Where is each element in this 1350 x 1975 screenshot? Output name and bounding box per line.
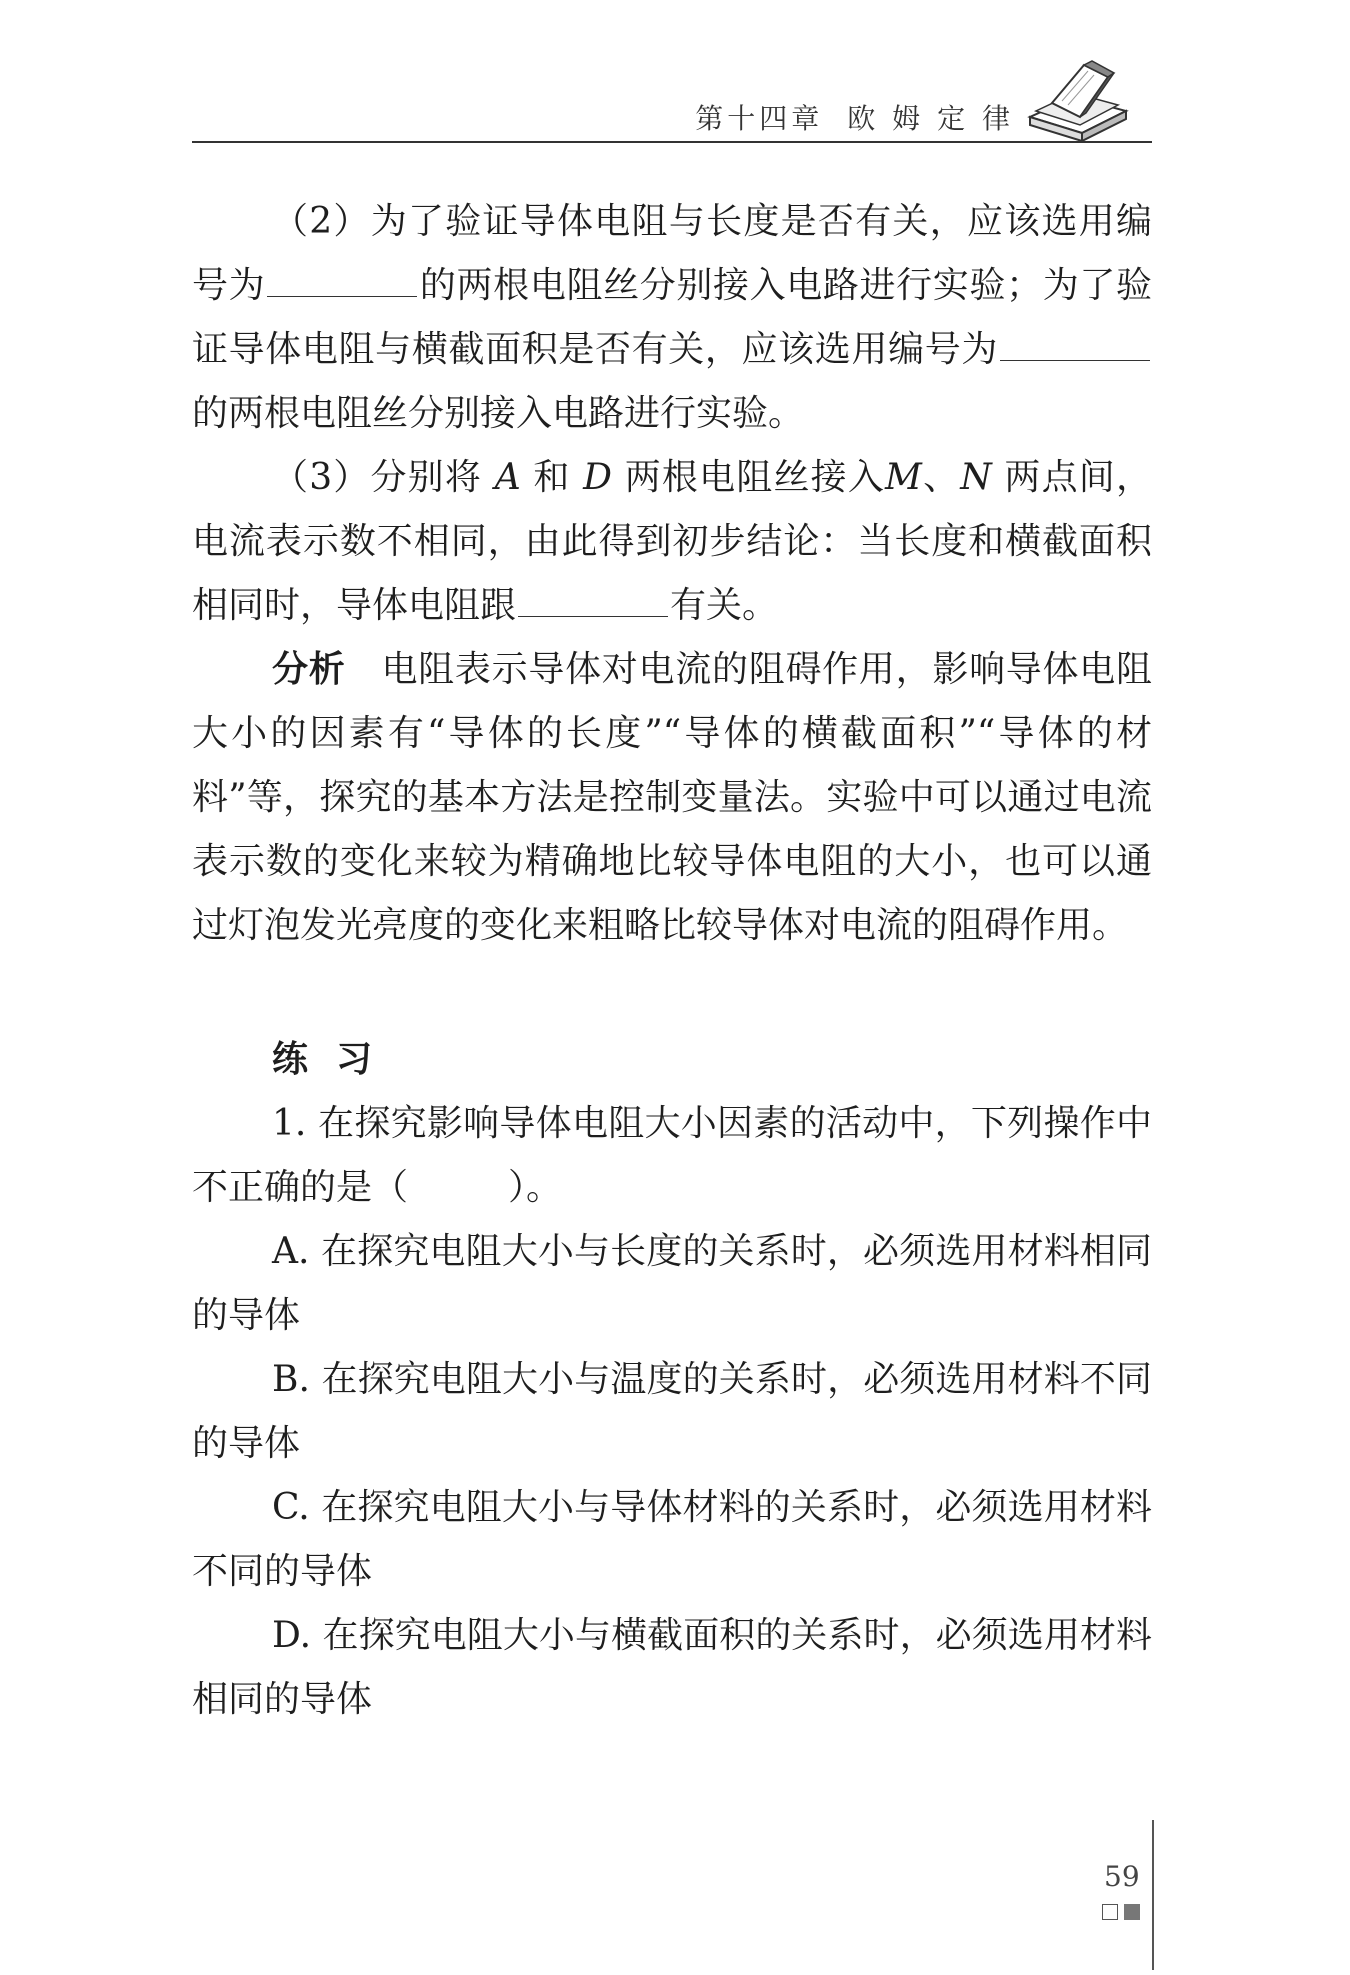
analysis-label: 分析: [272, 649, 346, 690]
square-filled-icon: [1124, 1904, 1140, 1920]
q3-text-2: 和: [533, 457, 571, 498]
q2-text-3: 的两根电阻丝分别接入电路进行实验。: [192, 393, 805, 434]
option-d: D. 在探究电阻大小与横截面积的关系时，必须选用材料相同的导体: [192, 1615, 1152, 1720]
practice-title: 练习: [272, 1039, 401, 1080]
q2-text-2: 的两根电阻丝分别接入电路进行实验；为了验证导体电阻与横截面积是否有关，应该选用编号为: [192, 265, 1152, 370]
q3-text-4: 两点间，电流表示数不相同，由此得到初步结论：当长度和横截面积相同时，导体电阻跟: [192, 457, 1152, 626]
variable-a: A: [494, 457, 521, 498]
variable-m: M: [885, 457, 922, 498]
page-folio: [1098, 1860, 1158, 1940]
analysis-paragraph: [192, 638, 1152, 958]
running-header: [192, 95, 1152, 143]
book-stack-icon: [1022, 55, 1132, 145]
answer-blank[interactable]: [518, 615, 668, 617]
folio-rule: [1152, 1820, 1154, 1970]
option-a: A. 在探究电阻大小与长度的关系时，必须选用材料相同的导体: [192, 1231, 1152, 1336]
option-c: C. 在探究电阻大小与导体材料的关系时，必须选用材料不同的导体: [192, 1487, 1152, 1592]
q3-text-3: 两根电阻丝接入: [624, 457, 886, 498]
chapter-title: 欧 姆 定 律: [847, 102, 1014, 135]
variable-n: N: [960, 457, 992, 498]
option-b: B. 在探究电阻大小与温度的关系时，必须选用材料不同的导体: [192, 1359, 1152, 1464]
question-3: [192, 446, 1152, 638]
page-body: [192, 190, 1152, 1732]
question-stem-end: ）。: [508, 1167, 563, 1208]
answer-blank[interactable]: [267, 295, 417, 297]
separator: 、: [921, 457, 961, 498]
page-number: 59: [1104, 1860, 1140, 1893]
analysis-text: 电阻表示导体对电流的阻碍作用，影响导体电阻大小的因素有“导体的长度”“导体的横截面积”“导体的材料”等，探究的基本方法是控制变量法。实验中可以通过电流表示数的变化来较为精确地比较导体电阻的大小，也可以通过灯泡发光亮度的变化来粗略比较导体对电流的阻碍作用。: [192, 649, 1152, 946]
q2-text-1: （2）为了验证导体电阻与长度是否有关，应该选用编号为: [192, 201, 1152, 306]
q3-text-5: 有关。: [670, 585, 779, 626]
practice-question-1: [192, 1092, 1152, 1220]
question-2: [192, 190, 1152, 446]
answer-blank[interactable]: [1000, 359, 1150, 361]
question-stem: 1. 在探究影响导体电阻大小因素的活动中，下列操作中不正确的是（: [192, 1103, 1152, 1208]
square-outline-icon: [1102, 1904, 1118, 1920]
header-rule: [192, 141, 1152, 143]
q3-text-1: （3）分别将: [272, 457, 483, 498]
chapter-number: 第十四章: [695, 102, 824, 135]
variable-d: D: [583, 457, 613, 498]
chapter-heading: [695, 97, 1014, 137]
